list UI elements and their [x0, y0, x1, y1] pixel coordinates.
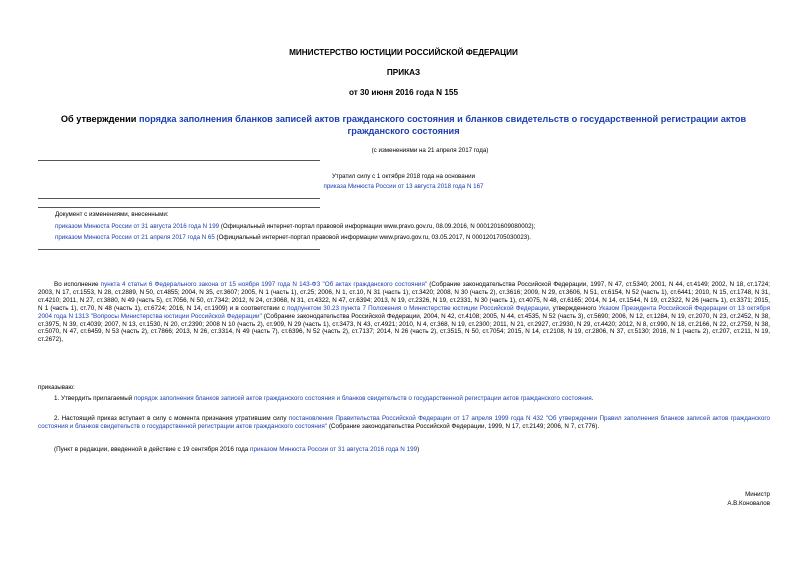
changes-heading: Документ с изменениями, внесенными: — [55, 211, 169, 218]
expired-link[interactable]: приказа Минюста России от 13 августа 2018 года N 167 — [323, 183, 484, 190]
item-2-note: (Пункт в редакции, введенной в действие с 19 сентября 2016 года приказом Минюста России от 31 августа 2016 года N 199) — [54, 446, 420, 453]
amended-note: (с изменениями на 21 апреля 2017 года) — [371, 147, 489, 154]
procedure-link[interactable]: порядок заполнения бланков записей актов гражданского состояния и бланков свидетельств о государственной регистрации актов гражданского состояния — [134, 395, 592, 402]
document-type: ПРИКАЗ — [386, 68, 421, 77]
item-2: 2. Настоящий приказ вступает в силу с момента признания утратившим силу постановления Правительства Российской Федерации от 17 апреля 1999 года N 432 "Об утверждении Правил заполнения бланков записей актов гражданского состояния и бланков свидетельств о государственной регистрации актов гражданского состояния" (Собрание законодательства Российской Федерации, 1999, N 17, ст.2149; 2006, N 7, ст.776). — [38, 415, 770, 430]
divider — [38, 207, 320, 208]
order-word: приказываю: — [38, 384, 75, 391]
decree-link[interactable]: Указом Президента Российской Федерации от 13 октября 2004 года N 1313 "Вопросы Министерства юстиции Российской Федерации" — [38, 304, 770, 320]
title-prefix: Об утверждении — [60, 114, 139, 124]
signature-name: А.В.Коновалов — [727, 500, 770, 507]
note-link[interactable]: приказом Минюста России от 31 августа 2016 года N 199 — [250, 446, 418, 453]
item-1: 1. Утвердить прилагаемый порядок заполнения бланков записей актов гражданского состояния и бланков свидетельств о государственной регистрации актов гражданского состояния. — [54, 395, 594, 402]
expired-line: Утратил силу с 1 октября 2018 года на основании — [331, 173, 476, 180]
resolution-link[interactable]: постановления Правительства Российской Федерации от 17 апреля 1999 года N 432 "Об утверждении Правил заполнения бланков записей актов гражданского состояния и бланков свидетельств о государственной регистрации актов гражданского состояния" — [38, 415, 770, 430]
title-link[interactable]: порядка заполнения бланков записей актов гражданского состояния и бланков свидетельств о государственной регистрации актов гражданского состояния — [138, 114, 747, 136]
change-link[interactable]: приказом Минюста России от 21 апреля 2017 года N 65 — [55, 234, 215, 241]
signature-position: Министр — [745, 491, 770, 498]
regulation-link[interactable]: подпунктом 30.23 пункта 7 Положения о Министерстве юстиции Российской Федерации — [287, 304, 549, 312]
divider — [38, 249, 320, 250]
change-item: приказом Минюста России от 21 апреля 2017 года N 65 (Официальный интернет-портал правовой информации www.pravo.gov.ru, 03.05.2017, N 0001201705030023). — [55, 234, 531, 241]
document-title — [30, 114, 777, 137]
law-link[interactable]: пункта 4 статьи 6 Федерального закона от 15 ноября 1997 года N 143-ФЗ "Об актах гражданского состояния" — [100, 281, 428, 288]
preamble-paragraph: Во исполнение пункта 4 статьи 6 Федерального закона от 15 ноября 1997 года N 143-ФЗ "Об актах гражданского состояния" (Собрание законодательства Российской Федерации, 1997, N 47, ст.5340; 2001, N 44, ст.4149; 2002, N 18, ст.1724; 2003, N 17, ст.1553, N 28, ст.2889, N 50, ст.4855; 2004, N 35, ст.3607; 2005, N 1 (часть 1), ст.25; 2006, N 1, ст.10, N 31 (часть 1), ст.3420; 2008, N 30 (часть 2), ст.3616; 2009, N 29, ст.3606, N 51, ст.6154, N 52 (часть 1), ст.6441; 2010, N 15, ст.1748, N 31, ст.4210; 2011, N 27, ст.3880, N 49 (часть 5), ст.7056, N 50, ст.7342; 2012, N 24, ст.3068, N 31, ст.4322, N 47, ст.6394; 2013, N 19, ст.2326, N 19, ст.2331, N 30 (часть 1), ст.4075, N 48, ст.6165; 2014, N 14, ст.1544, N 19, ст.2322, N 26 (часть 1), ст.3371; 2015, N 1 (часть 1), ст.70, N 48 (часть 1), ст.6724; 2016, N 14, ст.1909) и в соответствии с подпунктом 30.23 пункта 7 Положения о Министерстве юстиции Российской Федерации, утвержденного Указом Президента Российской Федерации от 13 октября 2004 года N 1313 "Вопросы Министерства юстиции Российской Федерации" (Собрание законодательства Российской Федерации, 2004, N 42, ст.4108; 2005, N 44, ст.4535, N 52 (часть 3), ст.5690; 2006, N 12, ст.1284, N 19, ст.2070, N 23, ст.2452, N 38, ст.3975, N 39, ст.4039; 2007, N 13, ст.1530, N 20, ст.2390; 2008 N 10 (часть 2), ст.909, N 29 (часть 1), ст.3473, N 43, ст.4921; 2010, N 4, ст.368, N 19, ст.2300; 2011, N 21, ст.2927, ст.2930, N 29, ст.4420; 2012, N 8, ст.990, N 18, ст.2166, N 22, ст.2759, N 38, ст.5070, N 47, ст.6459, N 53 (часть 2), ст.7866; 2013, N 26, ст.3314, N 49 (часть 7), ст.6396, N 52 (часть 2), ст.7137; 2014, N 26 (часть 2), ст.3515, N 50, ст.7054; 2015, N 14, ст.2108, N 19, ст.2806, N 37, ст.5130; 2016, N 1 (часть 2), ст.207, ст.211, N 19, ст.2672), — [38, 281, 770, 344]
change-link[interactable]: приказом Минюста России от 31 августа 2016 года N 199 — [55, 223, 220, 230]
change-item: приказом Минюста России от 31 августа 2016 года N 199 (Официальный интернет-портал правовой информации www.pravo.gov.ru, 08.09.2016, N 0001201609080002); — [55, 223, 536, 230]
document-date: от 30 июня 2016 года N 155 — [348, 88, 459, 97]
divider — [38, 160, 320, 161]
divider — [38, 198, 320, 199]
ministry-name: МИНИСТЕРСТВО ЮСТИЦИИ РОССИЙСКОЙ ФЕДЕРАЦИИ — [289, 48, 518, 57]
